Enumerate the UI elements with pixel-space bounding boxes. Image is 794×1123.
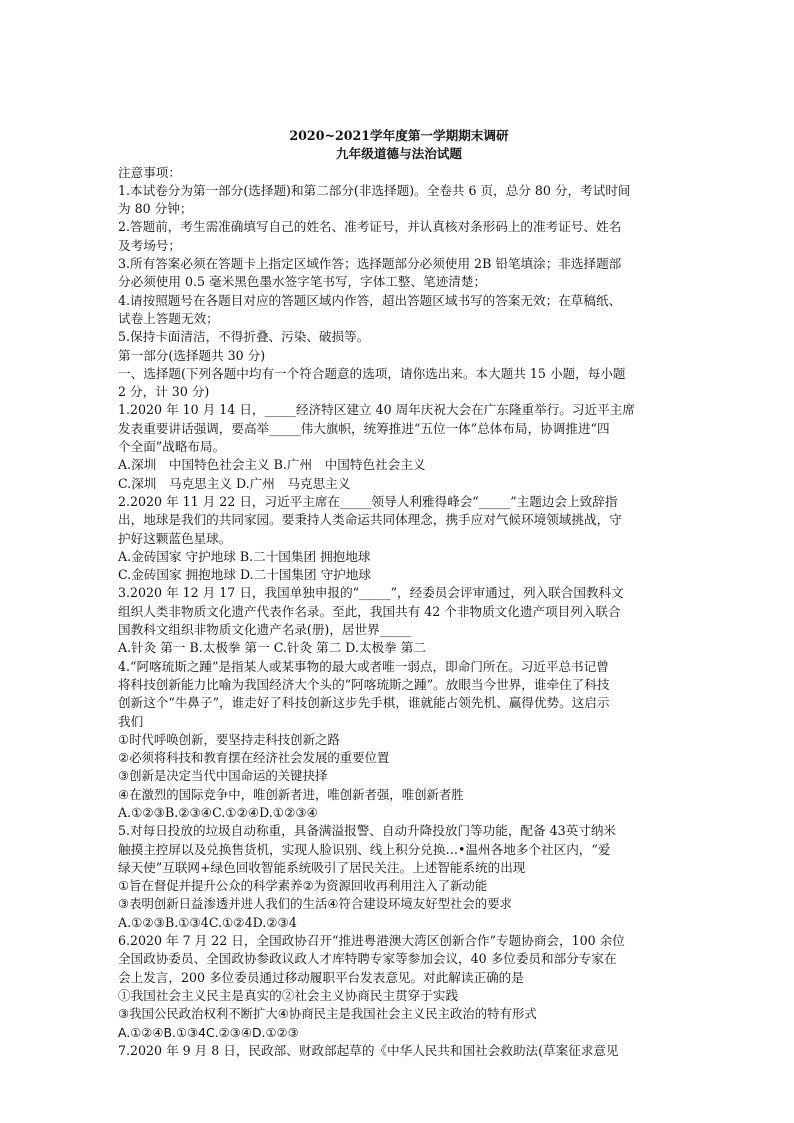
- text-line: ③我国公民政治权利不断扩大④协商民主是我国社会主义民主政治的特有形式: [118, 1006, 537, 1022]
- exam-page: [118, 127, 680, 1060]
- text-line: 5.保持卡面清洁，不得折叠、污染、破损等。: [118, 329, 370, 345]
- text-line: 一、选择题(下列各题中均有一个符合题意的选项，请你选出来。本大题共 15 小题，每小题: [118, 365, 626, 381]
- text-line: ①旨在督促并提升公众的科学素养②为资源回收再利用注入了新动能: [118, 878, 488, 894]
- text-line: A.针灸 第一 B.太极拳 第一 C.针灸 第二 D.太极拳 第二: [118, 640, 426, 656]
- text-line: 5.对每日投放的垃圾自动称重，具备满溢报警、自动升降投放门等功能，配备 43英寸纳米: [118, 823, 617, 839]
- text-line: 2.2020 年 11 月 22 日，习近平主席在_____领导人利雅得峰会“_____”主题边会上致辞指: [118, 493, 618, 509]
- text-line: 4.请按照题号在各题目对应的答题区域内作答，超出答题区域书写的答案无效；在草稿纸、: [118, 292, 622, 308]
- text-line: ③创新是决定当代中国命运的关键抉择: [118, 768, 328, 784]
- text-line: A.深圳 中国特色社会主义 B.广州 中国特色社会主义: [118, 457, 426, 473]
- text-line: C.深圳 马克思主义 D.广州 马克思主义: [118, 475, 351, 491]
- text-line: 全国政协委员、全国政协参政议政人才库特聘专家等参加会议，40 多位委员和部分专家在: [118, 951, 617, 967]
- text-line: 触摸主控屏以及兑换售货机，实现人脸识别、线上积分兑换…•温州各地多个社区内，“爱: [118, 841, 611, 857]
- text-line: 6.2020 年 7 月 22 日，全国政协召开“推进粤港澳大湾区创新合作”专题协商会，100 余位: [118, 933, 625, 949]
- page-subtitle: 九年级道德与法治试题: [336, 146, 462, 162]
- text-line: 将科技创新能力比喻为我国经济大个头的“阿喀琉斯之踵”。放眼当今世界，谁牵住了科技: [118, 676, 610, 692]
- text-line: 发表重要讲话强调，要高举_____伟大旗帜，统筹推进“五位一体”总体布局，协调推进“四: [118, 420, 610, 436]
- exam-body: [118, 164, 680, 1061]
- text-line: 国教科文组织非物质文化遗产名录(册)，居世界_____: [118, 622, 412, 638]
- text-line: 组织人类非物质文化遗产代表作名录。至此，我国共有 42 个非物质文化遗产项目列入联合: [118, 603, 621, 619]
- text-line: 分必须使用 0.5 毫米黑色墨水签字笔书写，字体工整、笔迹清楚；: [118, 274, 487, 290]
- text-line: ①我国社会主义民主是真实的②社会主义协商民主贯穿于实践: [118, 987, 459, 1003]
- text-line: A.①②④B.①③4C.②③④D.①②③: [118, 1024, 299, 1040]
- text-line: 为 80 分钟；: [118, 201, 193, 217]
- text-line: 绿天使”互联网+绿色回收智能系统吸引了居民关注。上述智能系统的出现: [118, 859, 526, 875]
- text-line: 4.“阿喀琉斯之踵”是指某人或某事物的最大或者唯一弱点，即命门所在。习近平总书记曾: [118, 658, 609, 674]
- text-line: 3.所有答案必须在答题卡上指定区域作答；选择题部分必须使用 2B 铅笔填涂；非选择题部: [118, 256, 622, 272]
- text-line: 我们: [118, 713, 144, 729]
- text-line: 出，地球是我们的共同家园。要秉持人类命运共同体理念，携手应对气候环境领域挑战，守: [118, 512, 622, 528]
- text-line: 2 分，计 30 分): [118, 384, 210, 400]
- text-line: 个全面”战略布局。: [118, 439, 226, 455]
- text-line: 创新这个“牛鼻子”，谁走好了科技创新这步先手棋，谁就能占领先机、赢得优势。这启示: [118, 695, 610, 711]
- text-line: A.①②③B.①③4C.①②4D.②③4: [118, 914, 297, 930]
- text-line: 7.2020 年 9 月 8 日，民政部、财政部起草的《中华人民共和国社会救助法(草案征求意见: [118, 1042, 619, 1058]
- text-line: 第一部分(选择题共 30 分): [118, 347, 266, 363]
- text-line: ①时代呼唤创新，要坚持走科技创新之路: [118, 731, 340, 747]
- text-line: 试卷上答题无效；: [118, 310, 219, 326]
- text-line: A.金砖国家 守护地球 B.二十国集团 拥抱地球: [118, 548, 371, 564]
- text-line: 1.2020 年 10 月 14 日，_____经济特区建立 40 周年庆祝大会在广东隆重举行。习近平主席: [118, 402, 635, 418]
- text-line: ④在激烈的国际竞争中，唯创新者进，唯创新者强，唯创新者胜: [118, 786, 464, 802]
- text-line: 护好这颗蓝色星球。: [118, 530, 232, 546]
- text-line: 3.2020 年 12 月 17 日，我国单独申报的“_____”，经委员会评审通过，列入联合国教科文: [118, 585, 624, 601]
- text-line: 2.答题前，考生需准确填写自己的姓名、准考证号，并认真核对条形码上的准考证号、姓名: [118, 219, 622, 235]
- text-line: 注意事项：: [118, 164, 181, 180]
- text-line: 会上发言，200 多位委员通过移动履职平台发表意见。对此解读正确的是: [118, 969, 524, 985]
- text-line: 1.本试卷分为第一部分(选择题)和第二部分(非选择题)。全卷共 6 页，总分 80 分，考试时间: [118, 182, 631, 198]
- text-line: A.①②③B.②③④C.①②④D.①②③④: [118, 804, 318, 820]
- text-line: ③表明创新日益渗透并进人我们的生活④符合建设环境友好型社会的要求: [118, 896, 512, 912]
- page-title: 2020~2021学年度第一学期期末调研: [289, 128, 509, 143]
- text-line: ②必须将科技和教育摆在经济社会发展的重要位置: [118, 750, 390, 766]
- text-line: C.金砖国家 拥抱地球 D.二十国集团 守护地球: [118, 567, 371, 583]
- text-line: 及考场号；: [118, 237, 181, 253]
